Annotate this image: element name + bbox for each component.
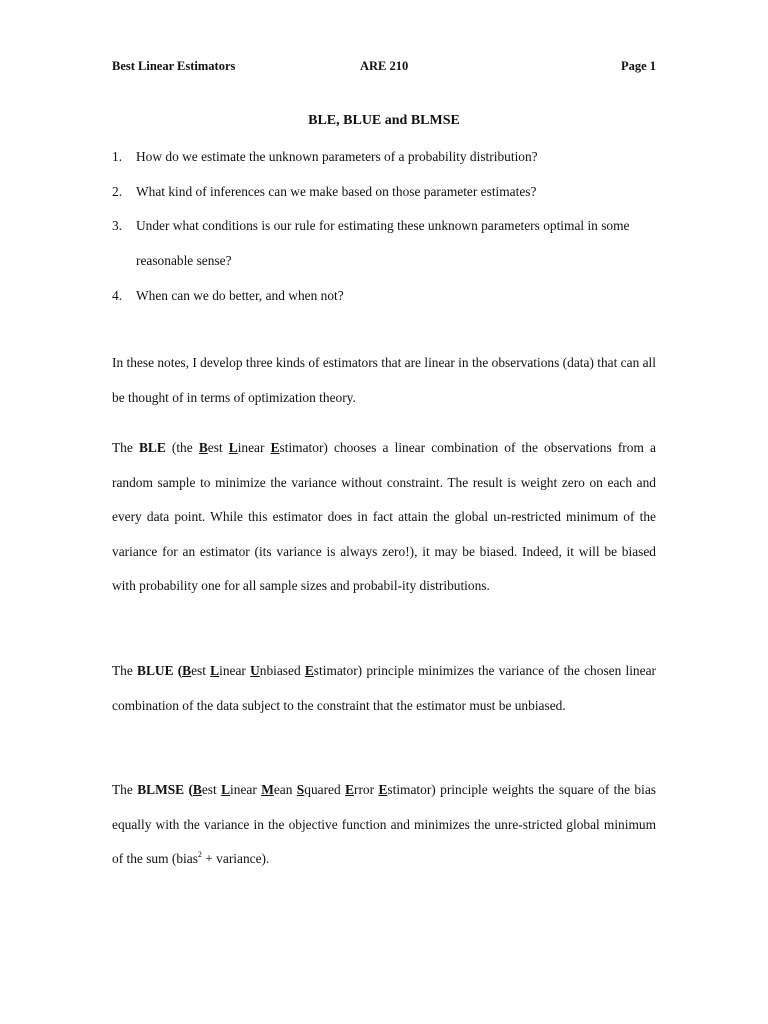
blue-letter-e: E: [304, 663, 314, 678]
ble-letter-b: B: [198, 440, 208, 455]
blue-letter-l: L: [210, 663, 220, 678]
blue-letter-u: U: [250, 663, 260, 678]
blmse-letter-b: B: [192, 782, 202, 797]
blue-word-estimator: stimator): [313, 663, 363, 678]
blmse-letter-m: M: [261, 782, 274, 797]
blmse-letter-s: S: [296, 782, 305, 797]
question-text: What kind of inferences can we make based on those parameter estimates?: [136, 184, 537, 199]
question-text: How do we estimate the unknown parameters of a probability distribution?: [136, 149, 538, 164]
question-text: When can we do better, and when not?: [136, 288, 344, 303]
blue-letter-b: B: [182, 663, 192, 678]
blmse-abbreviation: BLMSE (: [137, 782, 193, 797]
ble-paragraph: [112, 431, 656, 604]
ble-word-linear: inear: [237, 440, 265, 455]
blmse-word-error: rror: [354, 782, 375, 797]
blmse-word-mean: ean: [273, 782, 293, 797]
question-number: 2.: [112, 184, 123, 199]
blmse-paragraph: [112, 773, 656, 877]
ble-letter-l: L: [228, 440, 238, 455]
ble-word-best: est: [207, 440, 223, 455]
blue-the: The: [112, 663, 133, 678]
page-header: [112, 59, 656, 77]
question-number: 3.: [112, 218, 123, 233]
intro-paragraph: In these notes, I develop three kinds of estimators that are linear in the observations (data) that can all be thought of in terms of optimization theory.: [112, 355, 656, 405]
blue-word-best: est: [191, 663, 206, 678]
ble-body: chooses a linear combination of the observations from a random sample to minimize the variance without constraint. The result is weight zero on each and every data point. While this estimator does in fact attain the global un-restricted minimum of the variance for an estimator (its variance is always zero!), it may be biased. Indeed, it will be biased with probability one for all sample sizes and probabil-ity distributions.: [112, 440, 656, 593]
blmse-letter-e-estimator: E: [378, 782, 388, 797]
blmse-word-linear: inear: [230, 782, 257, 797]
question-item: [112, 278, 658, 313]
blue-paragraph: [112, 654, 656, 723]
blue-word-unbiased: nbiased: [259, 663, 301, 678]
header-course-code: ARE 210: [360, 59, 409, 73]
blue-word-linear: inear: [219, 663, 246, 678]
question-number: 1.: [112, 149, 123, 164]
question-item: [112, 208, 658, 278]
ble-open: (the: [171, 440, 193, 455]
ble-letter-e: E: [270, 440, 280, 455]
blmse-letter-l: L: [221, 782, 231, 797]
blmse-superscript: 2: [197, 850, 202, 859]
blmse-word-estimator: stimator): [387, 782, 436, 797]
header-course-topic: Best Linear Estimators: [112, 59, 236, 73]
blue-abbreviation: BLUE (: [137, 663, 183, 678]
blmse-body: principle weights the square of the bias equally with the variance in the objective function and minimizes the unre-stricted global minimum of the sum (bias: [112, 782, 656, 866]
document-title: BLE, BLUE and BLMSE: [308, 113, 460, 128]
header-page-number: Page 1: [620, 59, 656, 73]
question-number: 4.: [112, 288, 123, 303]
question-item: [112, 139, 658, 174]
blmse-word-squared: quared: [304, 782, 341, 797]
blmse-letter-e-error: E: [345, 782, 354, 797]
ble-the: The: [112, 440, 133, 455]
blmse-the: The: [112, 782, 133, 797]
blue-body: principle minimizes the variance of the chosen linear combination of the data subject to the constraint that the estimator must be unbiased.: [112, 663, 656, 713]
ble-abbreviation: BLE: [138, 440, 166, 455]
question-item: [112, 174, 658, 209]
question-text: Under what conditions is our rule for estimating these unknown parameters optimal in some reasonable sense?: [136, 218, 630, 268]
ble-word-estimator: stimator): [279, 440, 328, 455]
blmse-word-best: est: [201, 782, 217, 797]
blmse-tail: + variance).: [205, 851, 270, 866]
